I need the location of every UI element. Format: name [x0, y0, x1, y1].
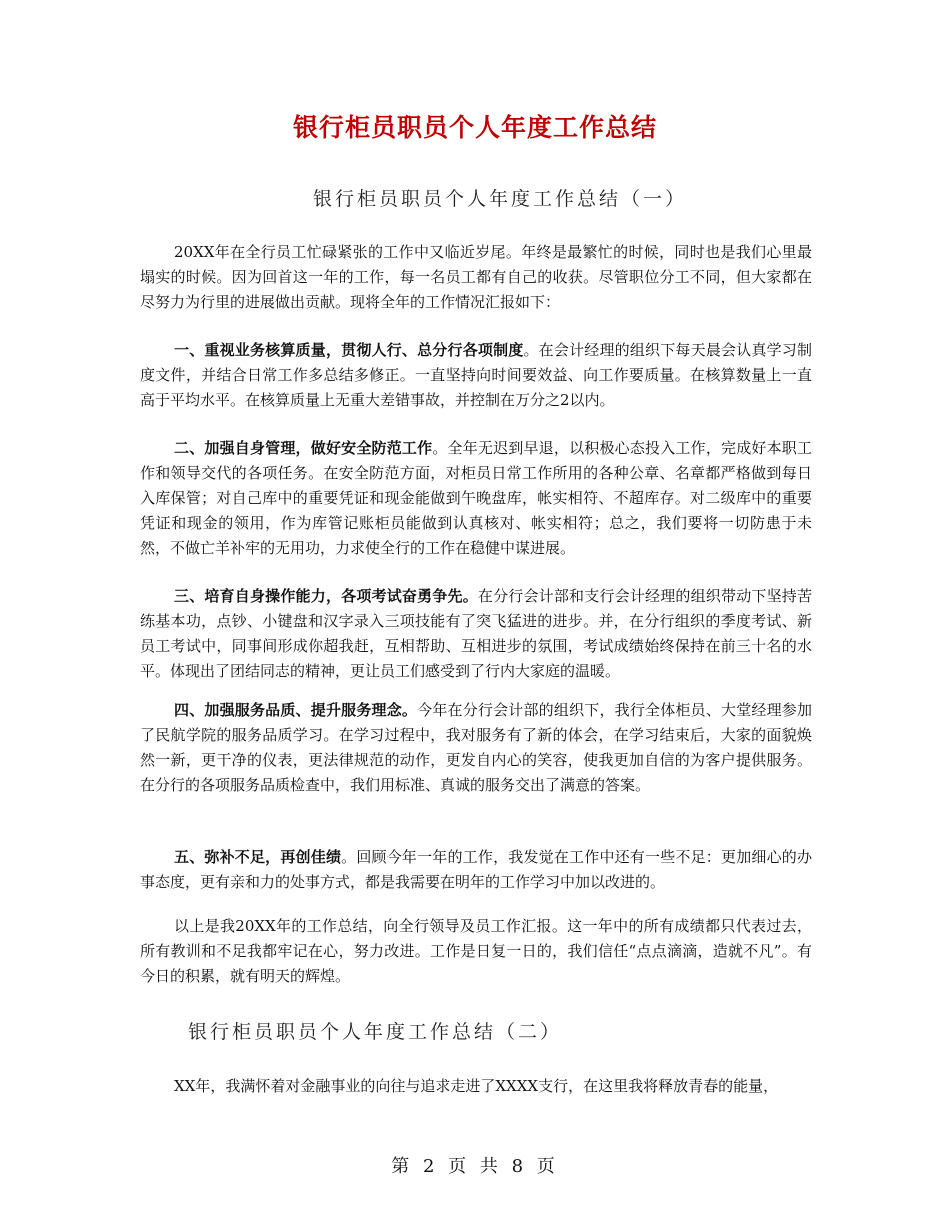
section-2-heading: 银行柜员职员个人年度工作总结（二）: [188, 1021, 563, 1043]
point-5-paragraph: [140, 845, 812, 895]
point-2-heading: 二、加强自身管理，做好安全防范工作: [174, 439, 433, 457]
point-4-heading: 四、加强服务品质、提升服务理念。: [174, 701, 418, 719]
point-5-body: 。回顾今年一年的工作，我发觉在工作中还有一些不足：更加细心的办事态度，更有亲和力的处事方式，都是我需要在明年的工作学习中加以改进的。: [140, 848, 812, 891]
point-1-paragraph: [140, 338, 812, 413]
closing-paragraph: 以上是我20XX年的工作总结，向全行领导及员工作汇报。这一年中的所有成绩都只代表过去，所有教训和不足我都牢记在心，努力改进。工作是日复一日的，我们信任“点点滴滴，造就不凡”。有今日的积累，就有明天的辉煌。: [140, 917, 812, 985]
point-3-body: 在分行会计部和支行会计经理的组织带动下坚持苦练基本功，点钞、小键盘和汉字录入三项技能有了突飞猛进的进步。并，在分行组织的季度考试、新员工考试中，同事间形成你超我赶，互相帮助、互相进步的氛围，考试成绩始终保持在前三十名的水平。体现出了团结同志的精神，更让员工们感受到了行内大家庭的温暖。: [140, 587, 812, 680]
point-1-body: 。在会计经理的组织下每天晨会认真学习制度文件，并结合日常工作多总结多修正。一直坚持向时间要效益、向工作要质量。在核算数量上一直高于平均水平。在核算质量上无重大差错事故，并控制在万分之2以内。: [140, 341, 812, 409]
point-4-body: 今年在分行会计部的组织下，我行全体柜员、大堂经理参加了民航学院的服务品质学习。在学习过程中，我对服务有了新的体会，在学习结束后，大家的面貌焕然一新，更干净的仪表，更法律规范的动作，更发自内心的笑容，使我更加自信的为客户提供服务。在分行的各项服务品质检查中，我们用标准、真诚的服务交出了满意的答案。: [140, 701, 812, 794]
point-3-heading: 三、培育自身操作能力，各项考试奋勇争先。: [174, 587, 478, 605]
intro-paragraph: 20XX年在全行员工忙碌紧张的工作中又临近岁尾。年终是最繁忙的时候，同时也是我们心里最塌实的时候。因为回首这一年的工作，每一名员工都有自己的收获。尽管职位分工不同，但大家都在尽努力为行里的进展做出贡献。现将全年的工作情况汇报如下：: [140, 243, 812, 311]
document-title: 银行柜员职员个人年度工作总结: [292, 113, 657, 142]
point-3-paragraph: [140, 584, 812, 684]
section-1-heading: 银行柜员职员个人年度工作总结（一）: [313, 188, 688, 210]
page-footer: 第 2 页 共 8 页: [391, 1156, 559, 1177]
point-5-heading: 五、弥补不足，再创佳绩: [174, 848, 342, 866]
point-2-paragraph: [140, 436, 812, 561]
section-2-first-line: XX年，我满怀着对金融事业的向往与追求走进了XXXX支行，在这里我将释放青春的能量，: [174, 1077, 779, 1095]
point-2-body: 。全年无迟到早退，以积极心态投入工作，完成好本职工作和领导交代的各项任务。在安全防范方面，对柜员日常工作所用的各种公章、名章都严格做到每日入库保管；对自己库中的重要凭证和现金能做到午晚盘库，帐实相符、不超库存。对二级库中的重要凭证和现金的领用，作为库管记账柜员能做到认真核对、帐实相符；总之，我们要将一切防患于未然，不做亡羊补牢的无用功，力求使全行的工作在稳健中谋进展。: [140, 439, 812, 557]
point-1-heading: 一、重视业务核算质量，贯彻人行、总分行各项制度: [174, 341, 524, 359]
point-4-paragraph: [140, 698, 812, 798]
